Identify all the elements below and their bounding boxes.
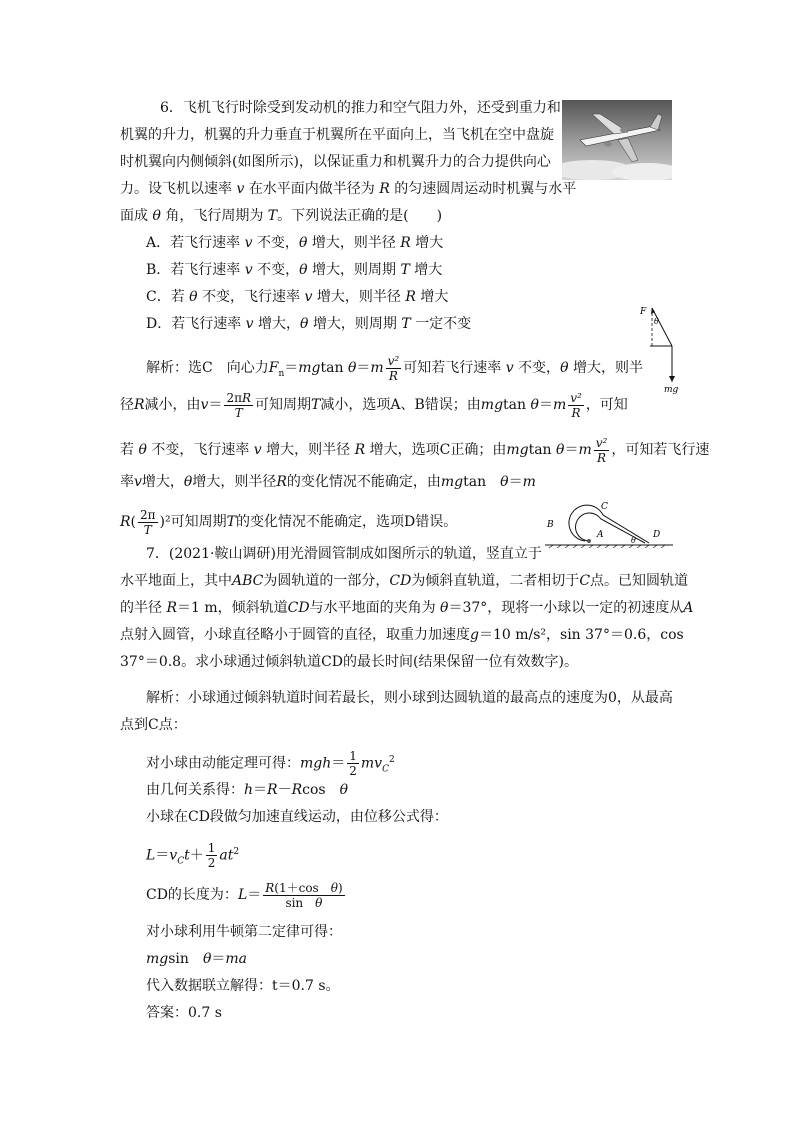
- q6-line-5: 面成 θ 角，飞行周期为 T。下列说法正确的是( ): [120, 208, 443, 224]
- q7-line-3: 的半径 R＝1 m，倾斜轨道CD与水平地面的夹角为 θ＝37°，现将一小球以一定的初速度从A: [120, 600, 694, 616]
- q6-option-a: A．若飞行速率 v 不变，θ 增大，则半径 R 增大: [146, 235, 444, 251]
- q6-analysis-line-5: R( $\frac{2\pi}{T}$ )²可知周期T的变化情况不能确定，选项D错误。: [120, 507, 458, 537]
- label-a: A: [597, 530, 604, 540]
- track-diagram: [545, 495, 675, 551]
- q6-analysis-line-3: 若 θ 不变，飞行速率 v 增大，则半径 R 增大，选项C正确；由mgtan θ＝m $\frac{\text{v²}}{R}$ ，可知若飞行速: [120, 435, 710, 465]
- q7-solution-3: 对小球由动能定理可得：mgh＝ $\frac{1}{2}$ $mv_C^2$: [146, 749, 395, 779]
- q7-solution-9: mgsin θ＝ma: [146, 951, 247, 967]
- q6-line-2: 机翼的升力，机翼的升力垂直于机翼所在平面向上，当飞机在空中盘旋: [120, 127, 554, 143]
- q7-solution-7: CD的长度为：L＝ $\frac{\text{R(1＋cos θ)}}{\text{sin θ}}$: [146, 880, 343, 910]
- q6-line-1: 6．飞机飞行时除受到发动机的推力和空气阻力外，还受到重力和: [160, 100, 561, 116]
- q6-option-d: D．若飞行速率 v 增大，θ 增大，则周期 T 一定不变: [146, 316, 472, 332]
- label-b: B: [547, 520, 554, 530]
- q6-line-4: 力。设飞机以速率 v 在水平面内做半径为 R 的匀速圆周运动时机翼与水平: [120, 181, 577, 197]
- q6-line-3: 时机翼向内侧倾斜(如图所示)，以保证重力和机翼升力的合力提供向心: [120, 154, 551, 170]
- q7-solution-8: 对小球利用牛顿第二定律可得：: [146, 924, 342, 940]
- force-label-f: F: [640, 307, 647, 317]
- airplane-photo: [562, 100, 672, 180]
- label-theta: θ: [631, 536, 636, 545]
- q6-option-b: B．若飞行速率 v 不变，θ 增大，则周期 T 增大: [146, 262, 443, 278]
- q7-solution-1: 解析：小球通过倾斜轨道时间若最长，则小球到达圆轨道的最高点的速度为0，从最高: [146, 690, 673, 706]
- q6-analysis-line-1: 解析：选C 向心力$F_n=mgtan$ θ＝m $\frac{\text{v²}}{R}$ 可知若飞行速率 v 不变，θ 增大，则半: [146, 353, 643, 383]
- q6-analysis-line-4: 率v增大，θ增大，则半径R的变化情况不能确定，由mgtan θ＝m: [120, 474, 536, 490]
- q7-solution-4: 由几何关系得：h＝R－Rcos θ: [146, 782, 349, 798]
- angle-label-theta: θ: [654, 317, 659, 326]
- q7-line-2: 水平地面上，其中ABC为圆轨道的一部分，CD为倾斜直轨道，二者相切于C点。已知圆轨道: [120, 573, 689, 589]
- q7-solution-5: 小球在CD段做匀加速直线运动，由位移公式得：: [146, 809, 448, 825]
- force-label-mg: mg: [664, 385, 679, 395]
- q7-solution-2: 点到C点：: [120, 717, 187, 733]
- q7-line-5: 37°＝0.8。求小球通过倾斜轨道CD的最长时间(结果保留一位有效数字)。: [120, 654, 578, 670]
- q7-solution-10: 代入数据联立解得：t＝0.7 s。: [146, 978, 340, 994]
- label-c: C: [601, 502, 608, 512]
- label-d: D: [653, 530, 661, 540]
- q6-option-c: C．若 θ 不变，飞行速率 v 增大，则半径 R 增大: [146, 289, 449, 305]
- q7-line-4: 点射入圆管，小球直径略小于圆管的直径，取重力加速度g＝10 m/s²，sin 37°＝0.6，cos: [120, 627, 684, 643]
- q6-analysis-line-2: 径R减小，由v＝ $\frac{2\pi R}{T}$ 可知周期T减小，选项A、B错误；由mgtan θ＝m $\frac{\text{v²}}{R}$ ，可知: [120, 390, 628, 420]
- q7-answer: 答案：0.7 s: [146, 1005, 222, 1021]
- q7-line-1: 7．(2021·鞍山调研)用光滑圆管制成如图所示的轨道，竖直立于: [146, 546, 542, 562]
- q7-solution-6: $L=v_Ct+$ $\frac{1}{2}$ $at^2$: [146, 841, 240, 871]
